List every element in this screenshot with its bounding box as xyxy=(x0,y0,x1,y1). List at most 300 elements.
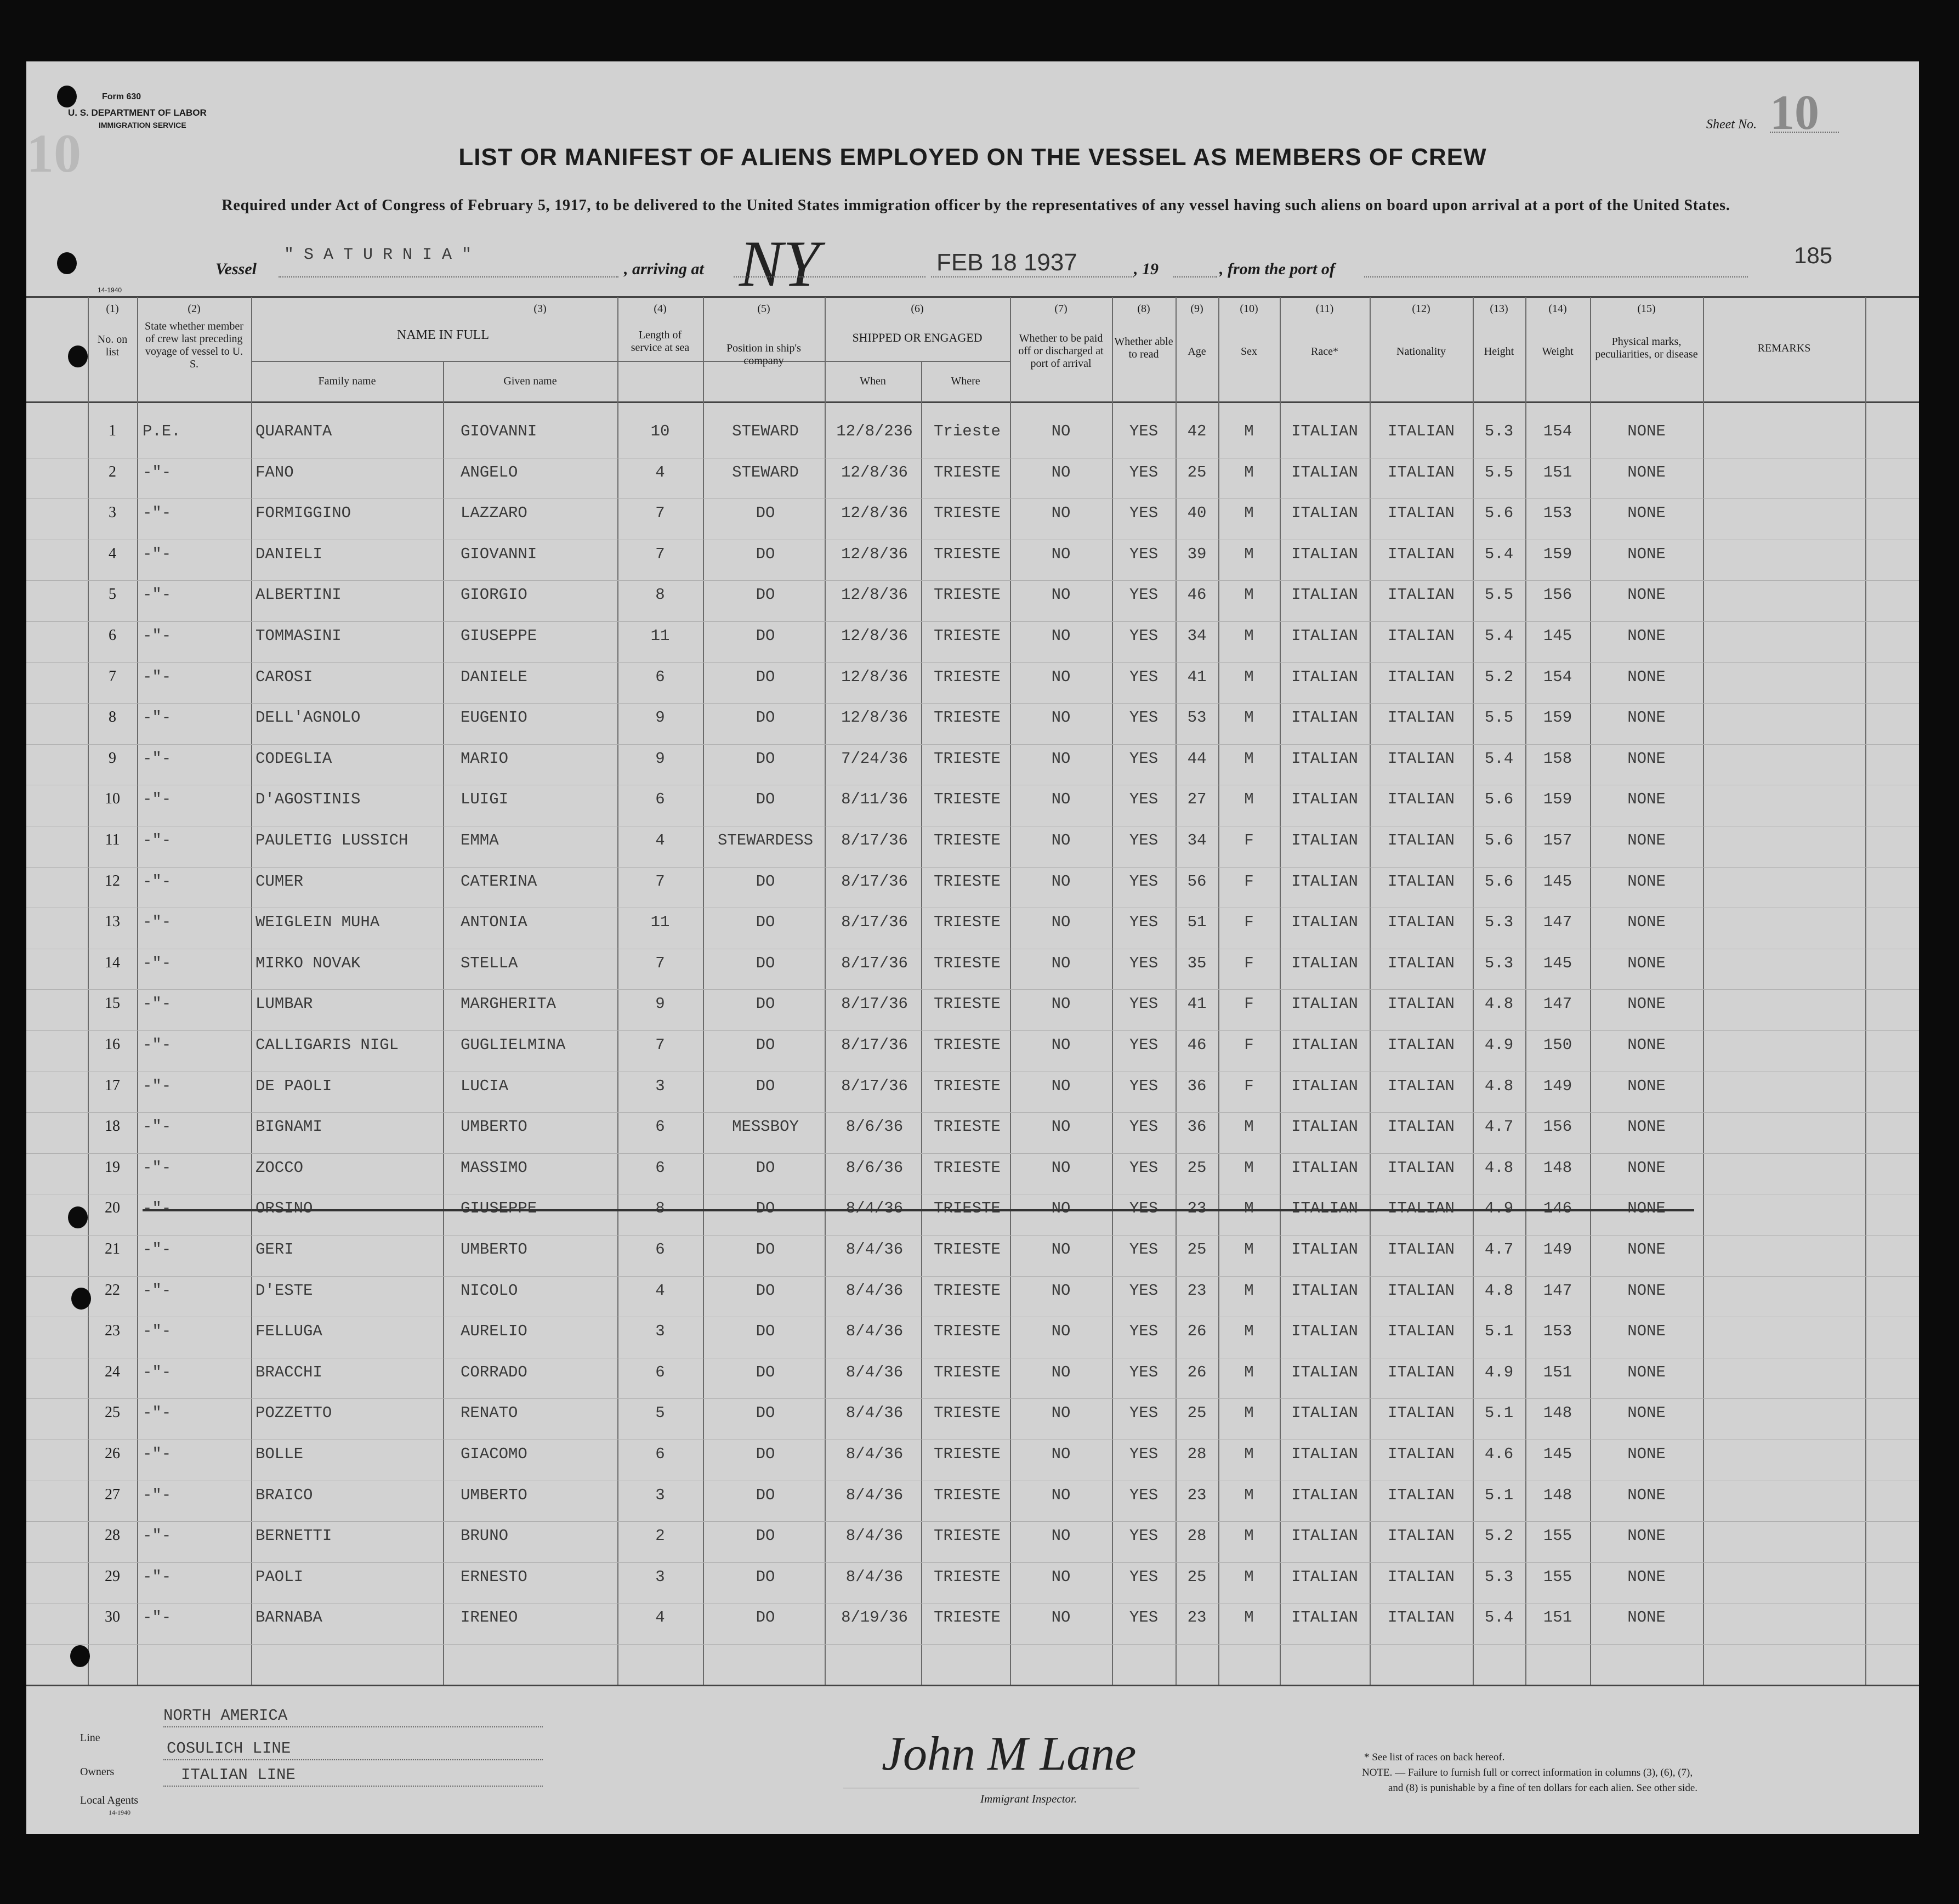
cell-no: 24 xyxy=(105,1363,120,1380)
cell-marks: NONE xyxy=(1627,1076,1666,1095)
arriving-underline xyxy=(734,276,925,277)
col-2-header: State whether member of crew last preceding voyage of vessel to U. S. xyxy=(145,320,243,370)
cell-service: 3 xyxy=(655,1567,665,1586)
form-code-top: 14-1940 xyxy=(98,286,122,294)
cell-service: 6 xyxy=(655,1445,665,1463)
cell-no: 23 xyxy=(105,1322,120,1340)
footer-form-code: 14-1940 xyxy=(109,1809,130,1816)
cell-marks: NONE xyxy=(1627,954,1666,972)
cell-weight: 147 xyxy=(1543,913,1572,932)
department-name: U. S. DEPARTMENT OF LABOR xyxy=(68,107,207,118)
cell-sex: F xyxy=(1244,872,1254,891)
cell-marks: NONE xyxy=(1627,749,1666,768)
cell-paid: NO xyxy=(1051,1199,1071,1218)
cell-age: 23 xyxy=(1187,1486,1207,1504)
cell-race: ITALIAN xyxy=(1291,1158,1358,1177)
cell-sex: M xyxy=(1244,1608,1254,1627)
table-row xyxy=(26,910,1919,951)
note-line-2: and (8) is punishable by a fine of ten dollars for each alien. See other side. xyxy=(1388,1782,1698,1794)
cell-prev: -"- xyxy=(143,545,172,563)
cell-sex: M xyxy=(1244,1322,1254,1341)
cell-age: 26 xyxy=(1187,1322,1207,1341)
cell-no: 25 xyxy=(105,1404,120,1421)
cell-where: TRIESTE xyxy=(934,1240,1001,1259)
cell-read: YES xyxy=(1129,504,1159,523)
cell-weight: 155 xyxy=(1543,1567,1572,1586)
cell-paid: NO xyxy=(1051,1567,1071,1586)
cell-age: 25 xyxy=(1187,1404,1207,1423)
cell-read: YES xyxy=(1129,1158,1159,1177)
remarks-header: REMARKS xyxy=(1757,342,1811,354)
col-3-header: NAME IN FULL xyxy=(397,328,489,342)
cell-paid: NO xyxy=(1051,463,1071,481)
table-row xyxy=(26,501,1919,542)
cell-read: YES xyxy=(1129,1445,1159,1463)
cell-when: 8/4/36 xyxy=(845,1404,904,1423)
cell-when: 12/8/36 xyxy=(841,545,908,563)
row-rule xyxy=(26,498,1919,499)
cell-sex: M xyxy=(1244,1240,1254,1259)
cell-where: TRIESTE xyxy=(934,545,1001,563)
cell-race: ITALIAN xyxy=(1291,1363,1358,1381)
cell-prev: -"- xyxy=(143,1486,172,1504)
cell-paid: NO xyxy=(1051,1608,1071,1627)
cell-marks: NONE xyxy=(1627,709,1666,727)
row-rule xyxy=(26,580,1919,581)
cell-nationality: ITALIAN xyxy=(1388,1445,1455,1463)
cell-age: 41 xyxy=(1187,995,1207,1013)
cell-prev: -"- xyxy=(143,790,172,809)
cell-service: 6 xyxy=(655,790,665,809)
row-rule xyxy=(26,1153,1919,1154)
cell-sex: M xyxy=(1244,749,1254,768)
cell-age: 25 xyxy=(1187,1240,1207,1259)
cell-given: CATERINA xyxy=(461,872,537,891)
cell-marks: NONE xyxy=(1627,872,1666,891)
cell-race: ITALIAN xyxy=(1291,1322,1358,1341)
cell-read: YES xyxy=(1129,1118,1159,1136)
table-row xyxy=(26,1605,1919,1646)
cell-marks: NONE xyxy=(1627,913,1666,932)
cell-sex: M xyxy=(1244,1567,1254,1586)
cell-where: TRIESTE xyxy=(934,872,1001,891)
cell-when: 8/17/36 xyxy=(841,913,908,932)
cell-race: ITALIAN xyxy=(1291,1118,1358,1136)
cell-nationality: ITALIAN xyxy=(1388,1118,1455,1136)
cell-sex: M xyxy=(1244,463,1254,481)
row-rule xyxy=(26,1398,1919,1399)
cell-given: GIUSEPPE xyxy=(461,627,537,645)
cell-height: 4.7 xyxy=(1484,1240,1514,1259)
page-title: LIST OR MANIFEST OF ALIENS EMPLOYED ON THE VESSEL AS MEMBERS OF CREW xyxy=(458,144,1487,171)
cell-position: DO xyxy=(756,627,775,645)
cell-family: PAULETIG LUSSICH xyxy=(255,831,408,849)
cell-family: ORSINO xyxy=(255,1199,313,1218)
cell-where: TRIESTE xyxy=(934,1322,1001,1341)
cell-paid: NO xyxy=(1051,1240,1071,1259)
cell-prev: -"- xyxy=(143,627,172,645)
cell-nationality: ITALIAN xyxy=(1388,422,1455,440)
cell-height: 5.3 xyxy=(1484,1567,1514,1586)
cell-weight: 157 xyxy=(1543,831,1572,849)
cell-when: 8/4/36 xyxy=(845,1363,904,1381)
cell-position: DO xyxy=(756,545,775,563)
cell-height: 4.7 xyxy=(1484,1118,1514,1136)
cell-height: 5.5 xyxy=(1484,586,1514,604)
cell-position: DO xyxy=(756,1158,775,1177)
cell-service: 6 xyxy=(655,667,665,686)
col-1-header: No. on list xyxy=(97,333,128,358)
cell-race: ITALIAN xyxy=(1291,1036,1358,1054)
cell-where: TRIESTE xyxy=(934,1281,1001,1300)
cell-age: 36 xyxy=(1187,1076,1207,1095)
cell-marks: NONE xyxy=(1627,627,1666,645)
cell-race: ITALIAN xyxy=(1291,1445,1358,1463)
cell-age: 35 xyxy=(1187,954,1207,972)
table-row xyxy=(26,869,1919,910)
cell-when: 8/17/36 xyxy=(841,954,908,972)
cell-age: 28 xyxy=(1187,1527,1207,1545)
cell-where: TRIESTE xyxy=(934,504,1001,523)
cell-given: DANIELE xyxy=(461,667,527,686)
cell-marks: NONE xyxy=(1627,586,1666,604)
cell-marks: NONE xyxy=(1627,1486,1666,1504)
cell-age: 40 xyxy=(1187,504,1207,523)
cell-given: MARGHERITA xyxy=(461,995,557,1013)
cell-sex: F xyxy=(1244,1036,1254,1054)
vessel-underline xyxy=(279,276,618,277)
cell-prev: -"- xyxy=(143,995,172,1013)
cell-sex: M xyxy=(1244,586,1254,604)
cell-paid: NO xyxy=(1051,995,1071,1013)
cell-given: EUGENIO xyxy=(461,709,527,727)
cell-no: 22 xyxy=(105,1281,120,1299)
table-row xyxy=(26,542,1919,583)
cell-nationality: ITALIAN xyxy=(1388,1240,1455,1259)
cell-nationality: ITALIAN xyxy=(1388,463,1455,481)
cell-prev: -"- xyxy=(143,913,172,932)
cell-read: YES xyxy=(1129,1240,1159,1259)
cell-position: STEWARD xyxy=(732,422,799,440)
row-rule xyxy=(26,1521,1919,1522)
cell-nationality: ITALIAN xyxy=(1388,667,1455,686)
cell-sex: F xyxy=(1244,995,1254,1013)
cell-when: 8/17/36 xyxy=(841,995,908,1013)
cell-age: 27 xyxy=(1187,790,1207,809)
cell-sex: M xyxy=(1244,667,1254,686)
cell-when: 7/24/36 xyxy=(841,749,908,768)
cell-family: BERNETTI xyxy=(255,1527,332,1545)
cell-nationality: ITALIAN xyxy=(1388,749,1455,768)
cell-age: 56 xyxy=(1187,872,1207,891)
cell-service: 3 xyxy=(655,1486,665,1504)
col-10-number: (10) xyxy=(1240,303,1258,315)
cell-family: LUMBAR xyxy=(255,995,313,1013)
col-8-header: Whether able to read xyxy=(1114,336,1173,360)
cell-position: DO xyxy=(756,1486,775,1504)
cell-where: TRIESTE xyxy=(934,586,1001,604)
cell-nationality: ITALIAN xyxy=(1388,1567,1455,1586)
footer-owners-underline xyxy=(163,1759,543,1760)
cell-given: LAZZARO xyxy=(461,504,527,523)
cell-given: STELLA xyxy=(461,954,518,972)
cell-height: 5.1 xyxy=(1484,1486,1514,1504)
cell-race: ITALIAN xyxy=(1291,1486,1358,1504)
cell-weight: 153 xyxy=(1543,504,1572,523)
cell-nationality: ITALIAN xyxy=(1388,627,1455,645)
cell-sex: M xyxy=(1244,422,1254,440)
cell-nationality: ITALIAN xyxy=(1388,1036,1455,1054)
cell-family: CODEGLIA xyxy=(255,749,332,768)
cell-prev: -"- xyxy=(143,749,172,768)
cell-marks: NONE xyxy=(1627,1199,1666,1218)
cell-family: WEIGLEIN MUHA xyxy=(255,913,380,932)
cell-when: 12/8/36 xyxy=(841,504,908,523)
cell-where: TRIESTE xyxy=(934,667,1001,686)
cell-weight: 155 xyxy=(1543,1527,1572,1545)
cell-where: TRIESTE xyxy=(934,1404,1001,1423)
cell-weight: 159 xyxy=(1543,709,1572,727)
cell-height: 4.9 xyxy=(1484,1199,1514,1218)
cell-weight: 159 xyxy=(1543,545,1572,563)
cell-race: ITALIAN xyxy=(1291,954,1358,972)
cell-no: 20 xyxy=(105,1199,120,1217)
cell-prev: -"- xyxy=(143,1363,172,1381)
cell-family: ALBERTINI xyxy=(255,586,342,604)
cell-given: BRUNO xyxy=(461,1527,509,1545)
cell-race: ITALIAN xyxy=(1291,749,1358,768)
year-label: , 19 xyxy=(1134,260,1159,278)
year-underline xyxy=(1173,276,1217,277)
cell-race: ITALIAN xyxy=(1291,790,1358,809)
form-number: Form 630 xyxy=(102,92,141,101)
cell-marks: NONE xyxy=(1627,1158,1666,1177)
cell-read: YES xyxy=(1129,463,1159,481)
table-row xyxy=(26,1033,1919,1074)
cell-nationality: ITALIAN xyxy=(1388,709,1455,727)
cell-race: ITALIAN xyxy=(1291,545,1358,563)
cell-race: ITALIAN xyxy=(1291,1527,1358,1545)
cell-height: 5.6 xyxy=(1484,831,1514,849)
cell-sex: M xyxy=(1244,1527,1254,1545)
cell-no: 8 xyxy=(109,709,116,726)
cell-height: 5.4 xyxy=(1484,749,1514,768)
cell-service: 11 xyxy=(650,913,670,932)
cell-marks: NONE xyxy=(1627,667,1666,686)
cell-when: 8/6/36 xyxy=(845,1158,904,1177)
cell-sex: M xyxy=(1244,1281,1254,1300)
cell-prev: -"- xyxy=(143,1076,172,1095)
cell-when: 8/4/36 xyxy=(845,1240,904,1259)
table-row xyxy=(26,1360,1919,1401)
col-4-header: Length of service at sea xyxy=(631,329,690,354)
cell-given: ANGELO xyxy=(461,463,518,481)
cell-read: YES xyxy=(1129,1076,1159,1095)
cell-no: 19 xyxy=(105,1158,120,1176)
cell-service: 6 xyxy=(655,1363,665,1381)
cell-no: 2 xyxy=(109,463,116,480)
cell-given: GIACOMO xyxy=(461,1445,527,1463)
cell-paid: NO xyxy=(1051,749,1071,768)
cell-position: DO xyxy=(756,913,775,932)
row-rule xyxy=(26,744,1919,745)
cell-where: TRIESTE xyxy=(934,1486,1001,1504)
cell-read: YES xyxy=(1129,1567,1159,1586)
cell-prev: -"- xyxy=(143,1158,172,1177)
cell-age: 23 xyxy=(1187,1199,1207,1218)
cell-weight: 147 xyxy=(1543,995,1572,1013)
footer-line-value: NORTH AMERICA xyxy=(163,1707,288,1725)
table-row xyxy=(26,787,1919,828)
col-3-family-header: Family name xyxy=(318,375,376,387)
table-row xyxy=(26,1523,1919,1565)
cell-family: FELLUGA xyxy=(255,1322,322,1341)
cell-read: YES xyxy=(1129,872,1159,891)
cell-family: CAROSI xyxy=(255,667,313,686)
cell-when: 8/11/36 xyxy=(841,790,908,809)
cell-nationality: ITALIAN xyxy=(1388,1527,1455,1545)
footer-owners-value: COSULICH LINE xyxy=(167,1739,291,1758)
table-top-border xyxy=(26,296,1919,298)
cell-position: DO xyxy=(756,1363,775,1381)
date-underline xyxy=(931,276,1134,277)
col-3-given-header: Given name xyxy=(503,375,557,387)
cell-paid: NO xyxy=(1051,1445,1071,1463)
col-14-number: (14) xyxy=(1548,303,1567,315)
cell-paid: NO xyxy=(1051,422,1071,440)
col-14-header: Weight xyxy=(1542,345,1574,358)
binder-hole xyxy=(71,1288,91,1310)
cell-sex: M xyxy=(1244,545,1254,563)
cell-prev: -"- xyxy=(143,1527,172,1545)
cell-sex: M xyxy=(1244,1363,1254,1381)
cell-where: TRIESTE xyxy=(934,627,1001,645)
cell-race: ITALIAN xyxy=(1291,1240,1358,1259)
cell-given: RENATO xyxy=(461,1404,518,1423)
arrival-date: FEB 18 1937 xyxy=(936,249,1077,276)
cell-family: FANO xyxy=(255,463,294,481)
cell-nationality: ITALIAN xyxy=(1388,913,1455,932)
cell-prev: -"- xyxy=(143,463,172,481)
cell-height: 5.4 xyxy=(1484,627,1514,645)
cell-prev: P.E. xyxy=(143,422,181,440)
cell-sex: M xyxy=(1244,1199,1254,1218)
cell-no: 26 xyxy=(105,1445,120,1462)
binder-hole xyxy=(68,1206,88,1228)
cell-service: 4 xyxy=(655,1608,665,1627)
cell-height: 4.6 xyxy=(1484,1445,1514,1463)
cell-where: TRIESTE xyxy=(934,1158,1001,1177)
cell-weight: 145 xyxy=(1543,1445,1572,1463)
cell-given: EMMA xyxy=(461,831,499,849)
cell-position: DO xyxy=(756,1527,775,1545)
inspector-label: Immigrant Inspector. xyxy=(980,1792,1077,1805)
cell-no: 3 xyxy=(109,504,116,522)
cell-read: YES xyxy=(1129,667,1159,686)
cell-when: 8/4/36 xyxy=(845,1445,904,1463)
cell-family: D'AGOSTINIS xyxy=(255,790,361,809)
cell-no: 6 xyxy=(109,627,116,644)
cell-position: DO xyxy=(756,1404,775,1423)
cell-position: DO xyxy=(756,749,775,768)
cell-race: ITALIAN xyxy=(1291,1567,1358,1586)
col-3-number: (3) xyxy=(533,303,547,315)
col-6-number: (6) xyxy=(911,303,924,315)
cell-family: BRAICO xyxy=(255,1486,313,1504)
cell-race: ITALIAN xyxy=(1291,1608,1358,1627)
cell-service: 7 xyxy=(655,545,665,563)
table-header-border xyxy=(26,401,1919,403)
cell-paid: NO xyxy=(1051,586,1071,604)
cell-height: 5.6 xyxy=(1484,790,1514,809)
cell-age: 25 xyxy=(1187,1158,1207,1177)
cell-weight: 156 xyxy=(1543,1118,1572,1136)
cell-where: TRIESTE xyxy=(934,1363,1001,1381)
col-6-when-header: When xyxy=(860,375,886,387)
cell-nationality: ITALIAN xyxy=(1388,1199,1455,1218)
cell-weight: 145 xyxy=(1543,627,1572,645)
footer-line-underline xyxy=(163,1726,543,1727)
cell-when: 12/8/236 xyxy=(836,422,913,440)
cell-service: 8 xyxy=(655,1199,665,1218)
cell-position: DO xyxy=(756,1240,775,1259)
cell-nationality: ITALIAN xyxy=(1388,831,1455,849)
arriving-port: NY xyxy=(739,227,820,300)
cell-given: GIOVANNI xyxy=(461,545,537,563)
col-10-header: Sex xyxy=(1241,345,1257,358)
from-port-underline xyxy=(1364,276,1748,277)
cell-height: 5.5 xyxy=(1484,709,1514,727)
cell-given: GIUSEPPE xyxy=(461,1199,537,1218)
cell-given: ANTONIA xyxy=(461,913,527,932)
cell-where: TRIESTE xyxy=(934,1118,1001,1136)
cell-given: GIORGIO xyxy=(461,586,527,604)
cell-service: 7 xyxy=(655,954,665,972)
cell-no: 9 xyxy=(109,749,116,767)
cell-weight: 148 xyxy=(1543,1486,1572,1504)
cell-marks: NONE xyxy=(1627,545,1666,563)
cell-when: 8/17/36 xyxy=(841,872,908,891)
cell-age: 39 xyxy=(1187,545,1207,563)
cell-age: 26 xyxy=(1187,1363,1207,1381)
cell-sex: F xyxy=(1244,954,1254,972)
cell-age: 46 xyxy=(1187,1036,1207,1054)
cell-height: 4.8 xyxy=(1484,1076,1514,1095)
cell-read: YES xyxy=(1129,1199,1159,1218)
cell-age: 36 xyxy=(1187,1118,1207,1136)
cell-position: DO xyxy=(756,995,775,1013)
row-rule xyxy=(26,703,1919,704)
cell-nationality: ITALIAN xyxy=(1388,954,1455,972)
table-row xyxy=(26,705,1919,746)
cell-where: TRIESTE xyxy=(934,1527,1001,1545)
cell-marks: NONE xyxy=(1627,831,1666,849)
cell-height: 4.8 xyxy=(1484,995,1514,1013)
col-4-number: (4) xyxy=(654,303,667,315)
cell-where: TRIESTE xyxy=(934,1567,1001,1586)
cell-family: MIRKO NOVAK xyxy=(255,954,361,972)
cell-nationality: ITALIAN xyxy=(1388,790,1455,809)
cell-sex: M xyxy=(1244,1158,1254,1177)
arriving-label: , arriving at xyxy=(624,260,704,278)
cell-prev: -"- xyxy=(143,504,172,523)
cell-read: YES xyxy=(1129,1404,1159,1423)
cell-read: YES xyxy=(1129,1363,1159,1381)
row-rule xyxy=(26,621,1919,622)
cell-marks: NONE xyxy=(1627,1322,1666,1341)
col-7-number: (7) xyxy=(1054,303,1067,315)
col-11-number: (11) xyxy=(1315,303,1334,315)
